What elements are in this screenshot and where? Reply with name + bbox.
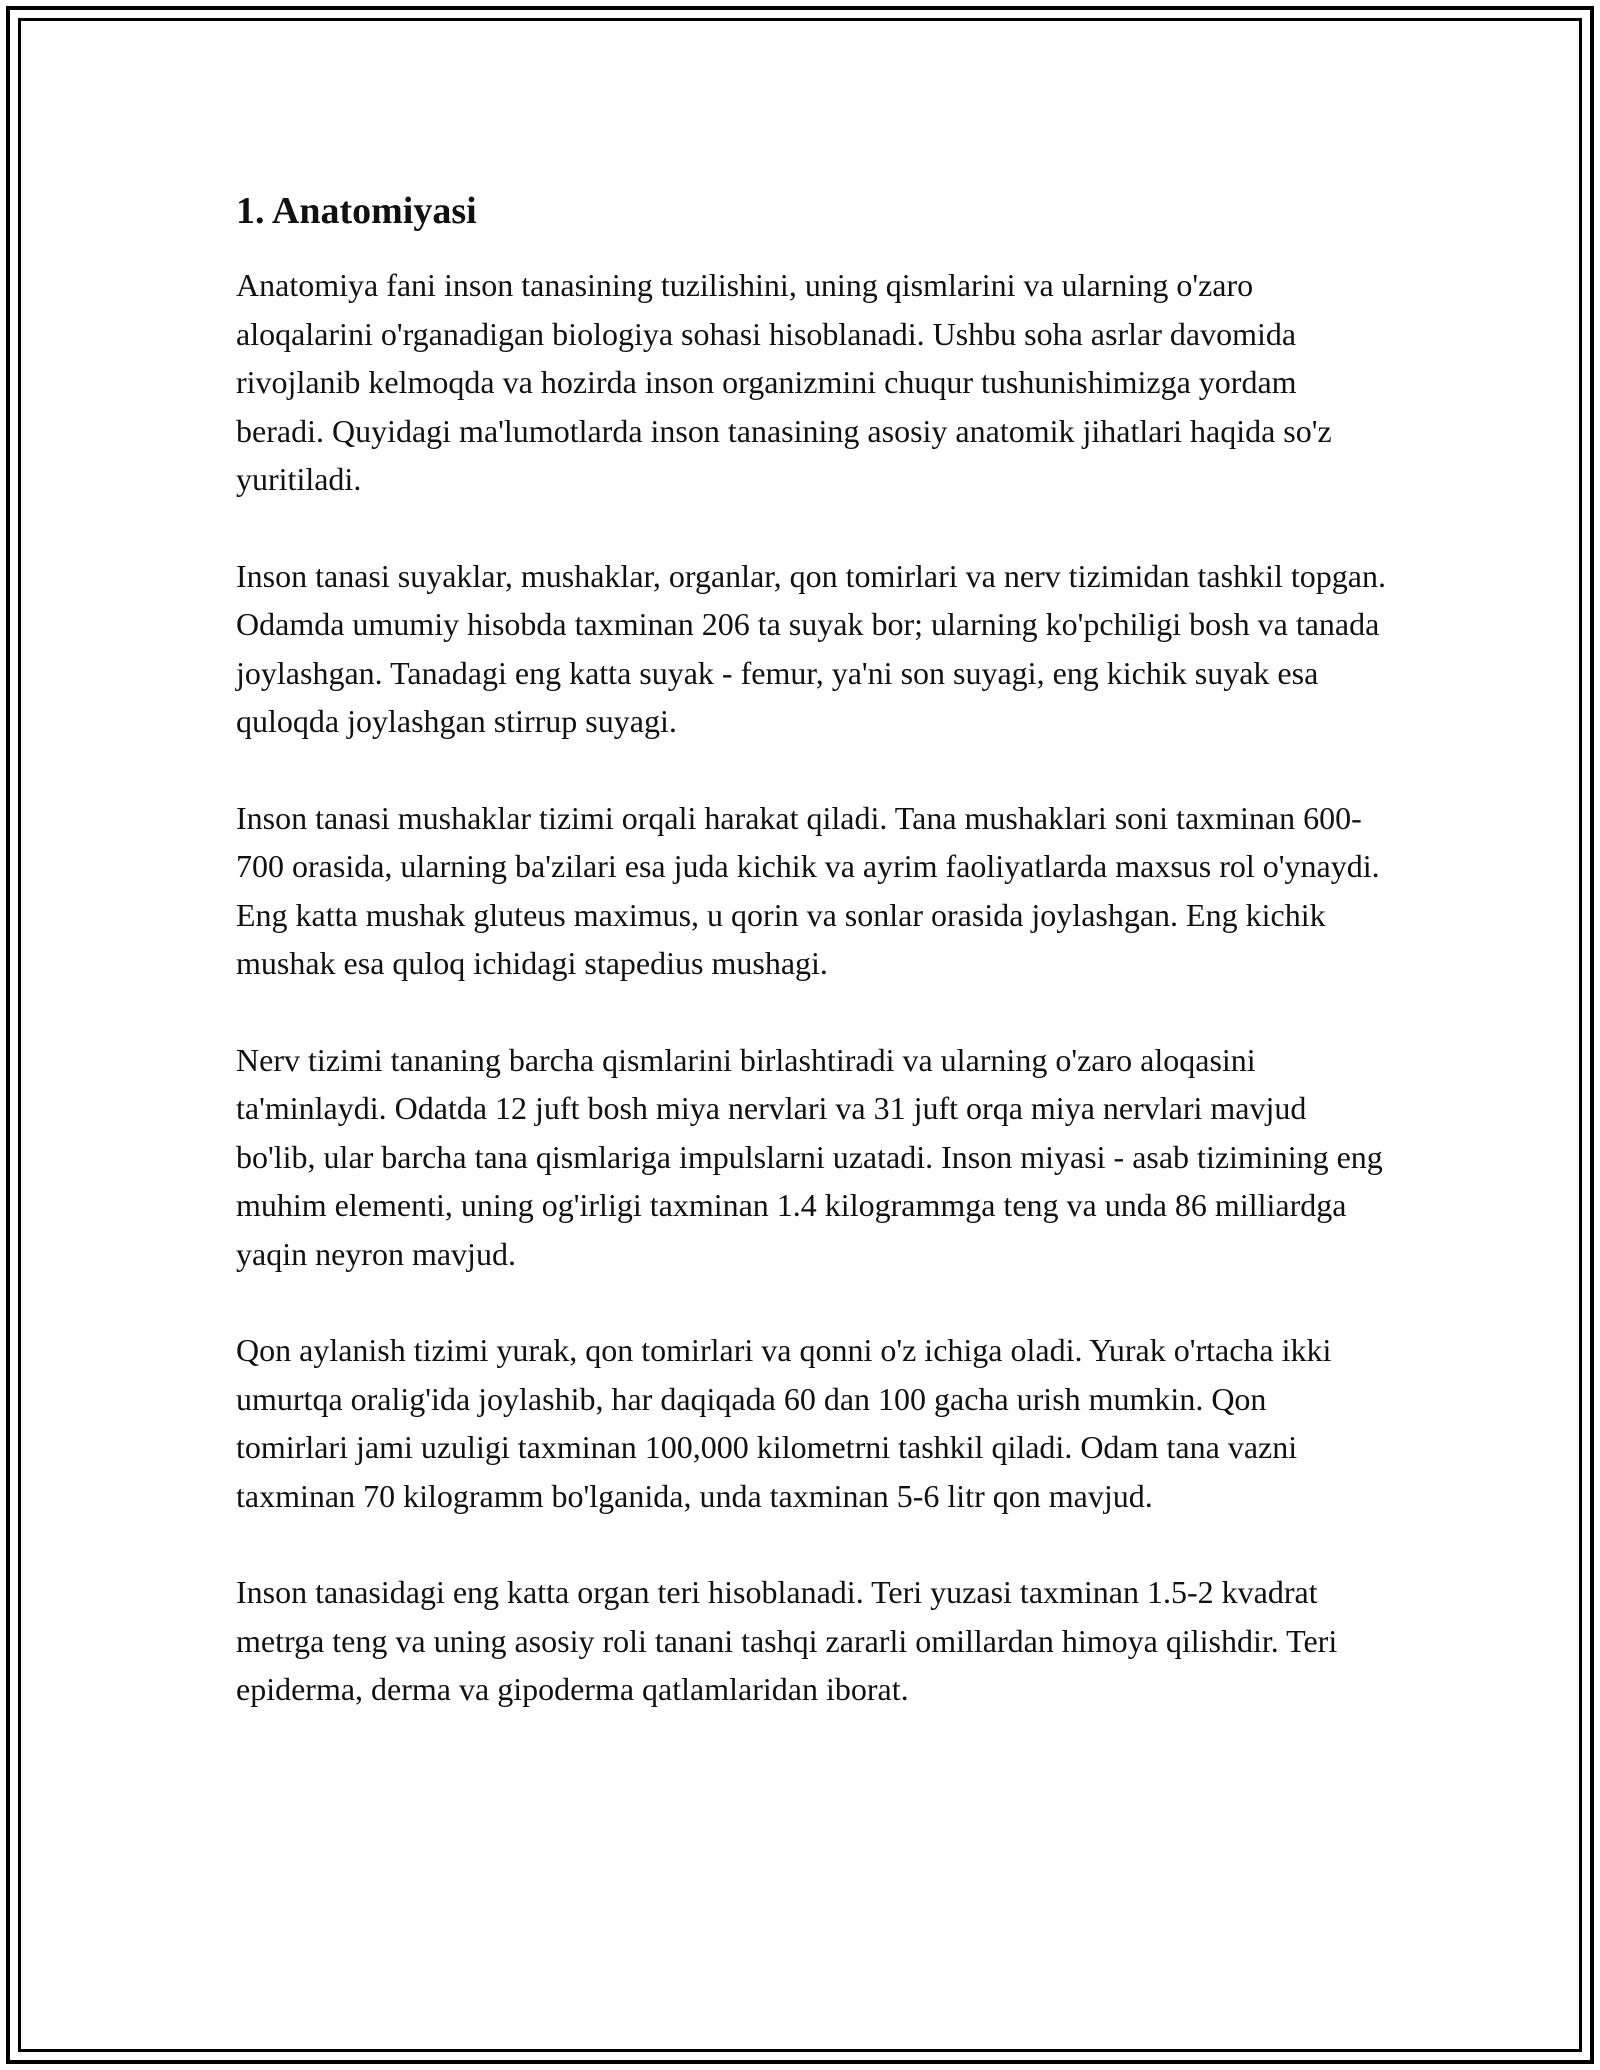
paragraph-nervous-system: Nerv tizimi tananing barcha qismlarini birlashtiradi va ularning o'zaro aloqasini ta'minlaydi. Odatda 12 juft bosh miya nervlari va 31 juft orqa miya nervlari mavjud bo'lib, ular barcha tana qismlariga impulslarni uzatadi. Inson miyasi - asab tizimining eng muhim elementi, uning og'irligi taxminan 1.4 kilogrammga teng va unda 86 milliardga yaqin neyron mavjud. — [236, 1041, 1383, 1272]
paragraph-intro: Anatomiya fani inson tanasining tuzilishini, uning qismlarini va ularning o'zaro aloqalarini o'rganadigan biologiya sohasi hisoblanadi. Ushbu soha asrlar davomida rivojlanib kelmoqda va hozirda inson organizmini chuqur tushunishimizga yordam beradi. Quyidagi ma'lumotlarda inson tanasining asosiy anatomik jihatlari haqida so'z yuritiladi. — [236, 267, 1332, 497]
section-heading: 1. Anatomiyasi — [236, 190, 477, 232]
paragraph-circulatory-system: Qon aylanish tizimi yurak, qon tomirlari va qonni o'z ichiga oladi. Yurak o'rtacha ikki umurtqa oralig'ida joylashib, har daqiqada 60 dan 100 gacha urish mumkin. Qon tomirlari jami uzuligi taxminan 100,000 kilometrni tashkil qiladi. Odam tana vazni taxminan 70 kilogramm bo'lganida, unda taxminan 5-6 litr qon mavjud. — [236, 1332, 1332, 1514]
paragraph-skin: Inson tanasidagi eng katta organ teri hisoblanadi. Teri yuzasi taxminan 1.5-2 kvadrat metrga teng va uning asosiy roli tanani tashqi zararli omillardan himoya qilishdir. Teri epiderma, derma va gipoderma qatlamlaridan iborat. — [236, 1574, 1338, 1707]
document-body — [236, 185, 1386, 1762]
paragraph-muscles: Inson tanasi mushaklar tizimi orqali harakat qiladi. Tana mushaklari soni taxminan 600-700 orasida, ularning ba'zilari esa juda kichik va ayrim faoliyatlarda maxsus rol o'ynaydi. Eng katta mushak gluteus maximus, u qorin va sonlar orasida joylashgan. Eng kichik mushak esa quloq ichidagi stapedius mushagi. — [236, 799, 1380, 981]
paragraph-bones: Inson tanasi suyaklar, mushaklar, organlar, qon tomirlari va nerv tizimidan tashkil topgan. Odamda umumiy hisobda taxminan 206 ta suyak bor; ularning ko'pchiligi bosh va tanada joylashgan. Tanadagi eng katta suyak - femur, ya'ni son suyagi, eng kichik suyak esa quloqda joylashgan stirrup suyagi. — [236, 557, 1386, 739]
